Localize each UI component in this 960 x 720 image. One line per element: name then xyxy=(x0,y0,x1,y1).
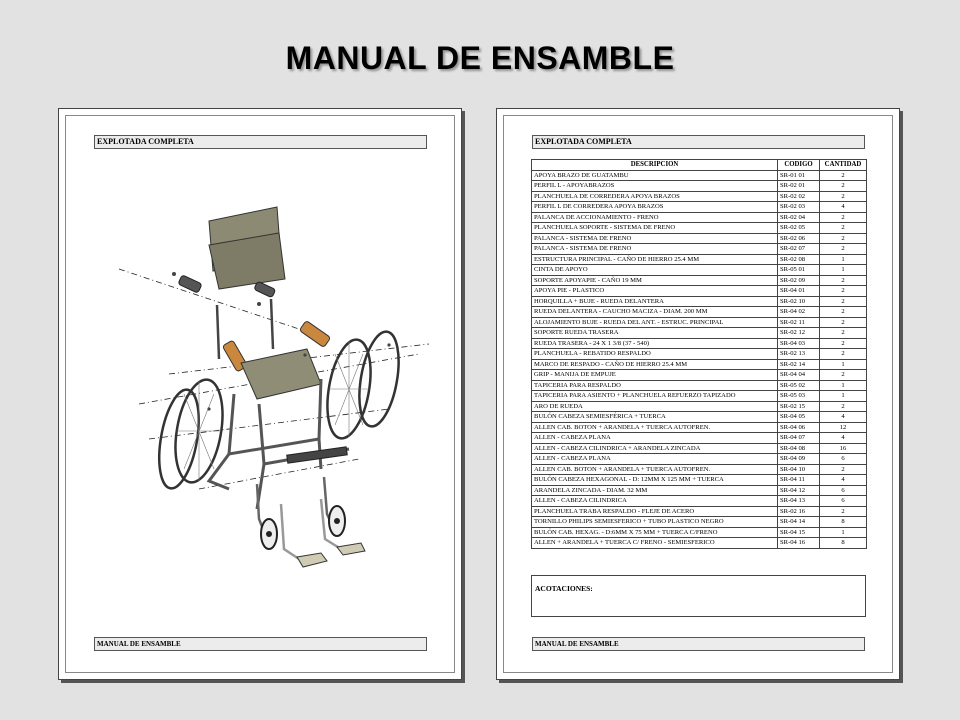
cell-description: ALLEN - CABEZA CILINDRICA xyxy=(532,496,778,507)
cell-quantity: 2 xyxy=(820,275,867,286)
parts-list-sheet xyxy=(496,108,900,680)
cell-code: SR-02 11 xyxy=(778,317,820,328)
cell-description: ALLEN - CABEZA PLANA xyxy=(532,433,778,444)
cell-quantity: 4 xyxy=(820,433,867,444)
table-row xyxy=(532,412,867,423)
table-row xyxy=(532,359,867,370)
cell-quantity: 6 xyxy=(820,496,867,507)
cell-code: SR-02 06 xyxy=(778,233,820,244)
cell-description: PLANCHUELA SOPORTE - SISTEMA DE FRENO xyxy=(532,223,778,234)
cell-description: RUEDA DELANTERA - CAUCHO MACIZA - DIAM. 200 MM xyxy=(532,307,778,318)
cell-description: ESTRUCTURA PRINCIPAL - CAÑO DE HIERRO 25.4 MM xyxy=(532,254,778,265)
cell-description: PALANCA - SISTEMA DE FRENO xyxy=(532,244,778,255)
cell-quantity: 6 xyxy=(820,454,867,465)
cell-code: SR-04 15 xyxy=(778,527,820,538)
cell-description: CINTA DE APOYO xyxy=(532,265,778,276)
notes-label: ACOTACIONES: xyxy=(535,584,593,593)
cell-code: SR-04 03 xyxy=(778,338,820,349)
cell-quantity: 4 xyxy=(820,202,867,213)
cell-quantity: 1 xyxy=(820,359,867,370)
cell-code: SR-02 01 xyxy=(778,181,820,192)
table-row xyxy=(532,181,867,192)
cell-code: SR-04 02 xyxy=(778,307,820,318)
cell-quantity: 2 xyxy=(820,506,867,517)
table-row xyxy=(532,506,867,517)
cell-code: SR-02 15 xyxy=(778,401,820,412)
cell-quantity: 2 xyxy=(820,370,867,381)
cell-quantity: 12 xyxy=(820,422,867,433)
table-row xyxy=(532,328,867,339)
cell-code: SR-02 08 xyxy=(778,254,820,265)
cell-quantity: 2 xyxy=(820,244,867,255)
cell-description: ALLEN - CABEZA PLANA xyxy=(532,454,778,465)
cell-description: PLANCHUELA - REBATIDO RESPALDO xyxy=(532,349,778,360)
table-row xyxy=(532,401,867,412)
cell-description: PALANCA DE ACCIONAMIENTO - FRENO xyxy=(532,212,778,223)
cell-quantity: 2 xyxy=(820,338,867,349)
slide-title: MANUAL DE ENSAMBLE xyxy=(285,40,675,76)
cell-quantity: 8 xyxy=(820,538,867,549)
table-row xyxy=(532,275,867,286)
table-row xyxy=(532,422,867,433)
cell-quantity: 2 xyxy=(820,401,867,412)
table-row xyxy=(532,391,867,402)
cell-description: TAPICERIA PARA ASIENTO + PLANCHUELA REFUERZO TAPIZADO xyxy=(532,391,778,402)
table-row xyxy=(532,496,867,507)
cell-code: SR-02 12 xyxy=(778,328,820,339)
cell-description: PERFIL L - APOYABRAZOS xyxy=(532,181,778,192)
cell-code: SR-04 07 xyxy=(778,433,820,444)
table-row xyxy=(532,317,867,328)
table-row xyxy=(532,265,867,276)
cell-quantity: 2 xyxy=(820,296,867,307)
cell-code: SR-04 14 xyxy=(778,517,820,528)
cell-quantity: 2 xyxy=(820,212,867,223)
cell-description: SOPORTE APOYAPIE - CAÑO 19 MM xyxy=(532,275,778,286)
cell-code: SR-04 11 xyxy=(778,475,820,486)
table-row xyxy=(532,170,867,181)
cell-quantity: 2 xyxy=(820,170,867,181)
table-row xyxy=(532,191,867,202)
cell-code: SR-04 05 xyxy=(778,412,820,423)
cell-description: ARO DE RUEDA xyxy=(532,401,778,412)
cell-quantity: 8 xyxy=(820,517,867,528)
cell-quantity: 1 xyxy=(820,527,867,538)
cell-code: SR-04 12 xyxy=(778,485,820,496)
cell-code: SR-02 13 xyxy=(778,349,820,360)
cell-quantity: 1 xyxy=(820,391,867,402)
cell-quantity: 2 xyxy=(820,349,867,360)
cell-quantity: 16 xyxy=(820,443,867,454)
cell-quantity: 2 xyxy=(820,191,867,202)
exploded-view-sheet xyxy=(58,108,462,680)
cell-code: SR-01 01 xyxy=(778,170,820,181)
table-row xyxy=(532,475,867,486)
cell-code: SR-02 16 xyxy=(778,506,820,517)
table-header-row xyxy=(532,160,867,171)
parts-table xyxy=(531,159,867,549)
cell-code: SR-05 01 xyxy=(778,265,820,276)
table-row xyxy=(532,370,867,381)
cell-code: SR-04 16 xyxy=(778,538,820,549)
table-row xyxy=(532,517,867,528)
cell-quantity: 1 xyxy=(820,254,867,265)
sheet-footer: MANUAL DE ENSAMBLE xyxy=(532,637,865,651)
table-row xyxy=(532,202,867,213)
cell-description: BULÓN CAB. HEXAG. - D:6MM X 75 MM + TUERCA C/FRENO xyxy=(532,527,778,538)
cell-code: SR-04 01 xyxy=(778,286,820,297)
cell-description: BULÓN CABEZA HEXAGONAL - D: 12MM X 125 MM + TUERCA xyxy=(532,475,778,486)
cell-description: APOYA PIE - PLASTICO xyxy=(532,286,778,297)
column-header-code: CODIGO xyxy=(778,160,820,171)
cell-code: SR-04 08 xyxy=(778,443,820,454)
sheet-header: EXPLOTADA COMPLETA xyxy=(94,135,427,149)
cell-description: HORQUILLA + BUJE - RUEDA DELANTERA xyxy=(532,296,778,307)
cell-code: SR-02 05 xyxy=(778,223,820,234)
cell-code: SR-02 04 xyxy=(778,212,820,223)
cell-description: ALOJAMIENTO BUJE - RUEDA DEL ANT. - ESTRUC. PRINCIPAL xyxy=(532,317,778,328)
table-row xyxy=(532,464,867,475)
cell-description: PLANCHUELA TRABA RESPALDO - FLEJE DE ACERO xyxy=(532,506,778,517)
cell-description: TORNILLO PHILIPS SEMIESFERICO + TUBO PLASTICO NEGRO xyxy=(532,517,778,528)
cell-quantity: 4 xyxy=(820,475,867,486)
cell-code: SR-04 13 xyxy=(778,496,820,507)
sheet-header: EXPLOTADA COMPLETA xyxy=(532,135,865,149)
cell-description: ALLEN CAB. BOTON + ARANDELA + TUERCA AUTOFREN. xyxy=(532,422,778,433)
cell-description: PLANCHUELA DE CORREDERA APOYA BRAZOS xyxy=(532,191,778,202)
cell-code: SR-02 03 xyxy=(778,202,820,213)
cell-quantity: 2 xyxy=(820,233,867,244)
table-row xyxy=(532,223,867,234)
table-row xyxy=(532,244,867,255)
cell-code: SR-02 02 xyxy=(778,191,820,202)
cell-quantity: 2 xyxy=(820,317,867,328)
cell-quantity: 2 xyxy=(820,328,867,339)
table-row xyxy=(532,527,867,538)
cell-description: MARCO DE RESPADO - CAÑO DE HIERRO 25.4 MM xyxy=(532,359,778,370)
cell-quantity: 2 xyxy=(820,307,867,318)
cell-description: RUEDA TRASERA - 24 X 1 3/8 (37 - 540) xyxy=(532,338,778,349)
cell-code: SR-05 02 xyxy=(778,380,820,391)
column-header-quantity: CANTIDAD xyxy=(820,160,867,171)
table-row xyxy=(532,233,867,244)
table-row xyxy=(532,338,867,349)
cell-description: ALLEN - CABEZA CILINDRICA + ARANDELA ZINCADA xyxy=(532,443,778,454)
cell-quantity: 6 xyxy=(820,485,867,496)
cell-code: SR-02 10 xyxy=(778,296,820,307)
table-row xyxy=(532,307,867,318)
cell-code: SR-05 03 xyxy=(778,391,820,402)
table-row xyxy=(532,212,867,223)
backrest-part xyxy=(209,207,285,289)
notes-box xyxy=(531,575,866,617)
cell-code: SR-02 07 xyxy=(778,244,820,255)
table-row xyxy=(532,296,867,307)
cell-description: ALLEN + ARANDELA + TUERCA C/ FRENO - SEMIESFERICO xyxy=(532,538,778,549)
cell-description: APOYA BRAZO DE GUATAMBU xyxy=(532,170,778,181)
cell-description: SOPORTE RUEDA TRASERA xyxy=(532,328,778,339)
cell-description: GRIP - MANIJA DE EMPUJE xyxy=(532,370,778,381)
table-row xyxy=(532,254,867,265)
table-row xyxy=(532,538,867,549)
cell-description: PALANCA - SISTEMA DE FRENO xyxy=(532,233,778,244)
cell-description: ALLEN CAB. BOTON + ARANDELA + TUERCA AUTOFREN. xyxy=(532,464,778,475)
table-row xyxy=(532,433,867,444)
table-row xyxy=(532,349,867,360)
cell-description: PERFIL L DE CORREDERA APOYA BRAZOS xyxy=(532,202,778,213)
table-row xyxy=(532,454,867,465)
cell-description: BULÓN CABEZA SEMIESFÉRICA + TUERCA xyxy=(532,412,778,423)
cell-quantity: 1 xyxy=(820,380,867,391)
cell-quantity: 2 xyxy=(820,181,867,192)
cell-quantity: 1 xyxy=(820,265,867,276)
parts-table-body xyxy=(532,170,867,548)
cell-code: SR-02 09 xyxy=(778,275,820,286)
cell-quantity: 2 xyxy=(820,286,867,297)
table-row xyxy=(532,443,867,454)
table-row xyxy=(532,380,867,391)
table-row xyxy=(532,485,867,496)
cell-code: SR-04 04 xyxy=(778,370,820,381)
cell-code: SR-04 09 xyxy=(778,454,820,465)
cell-description: TAPICERIA PARA RESPALDO xyxy=(532,380,778,391)
wheelchair-exploded-drawing xyxy=(59,109,461,679)
sheet-footer: MANUAL DE ENSAMBLE xyxy=(94,637,427,651)
cell-quantity: 4 xyxy=(820,412,867,423)
cell-code: SR-04 06 xyxy=(778,422,820,433)
cell-quantity: 2 xyxy=(820,464,867,475)
cell-code: SR-04 10 xyxy=(778,464,820,475)
table-row xyxy=(532,286,867,297)
cell-code: SR-02 14 xyxy=(778,359,820,370)
column-header-description: DESCRIPCION xyxy=(532,160,778,171)
cell-description: ARANDELA ZINCADA - DIAM. 32 MM xyxy=(532,485,778,496)
cell-quantity: 2 xyxy=(820,223,867,234)
